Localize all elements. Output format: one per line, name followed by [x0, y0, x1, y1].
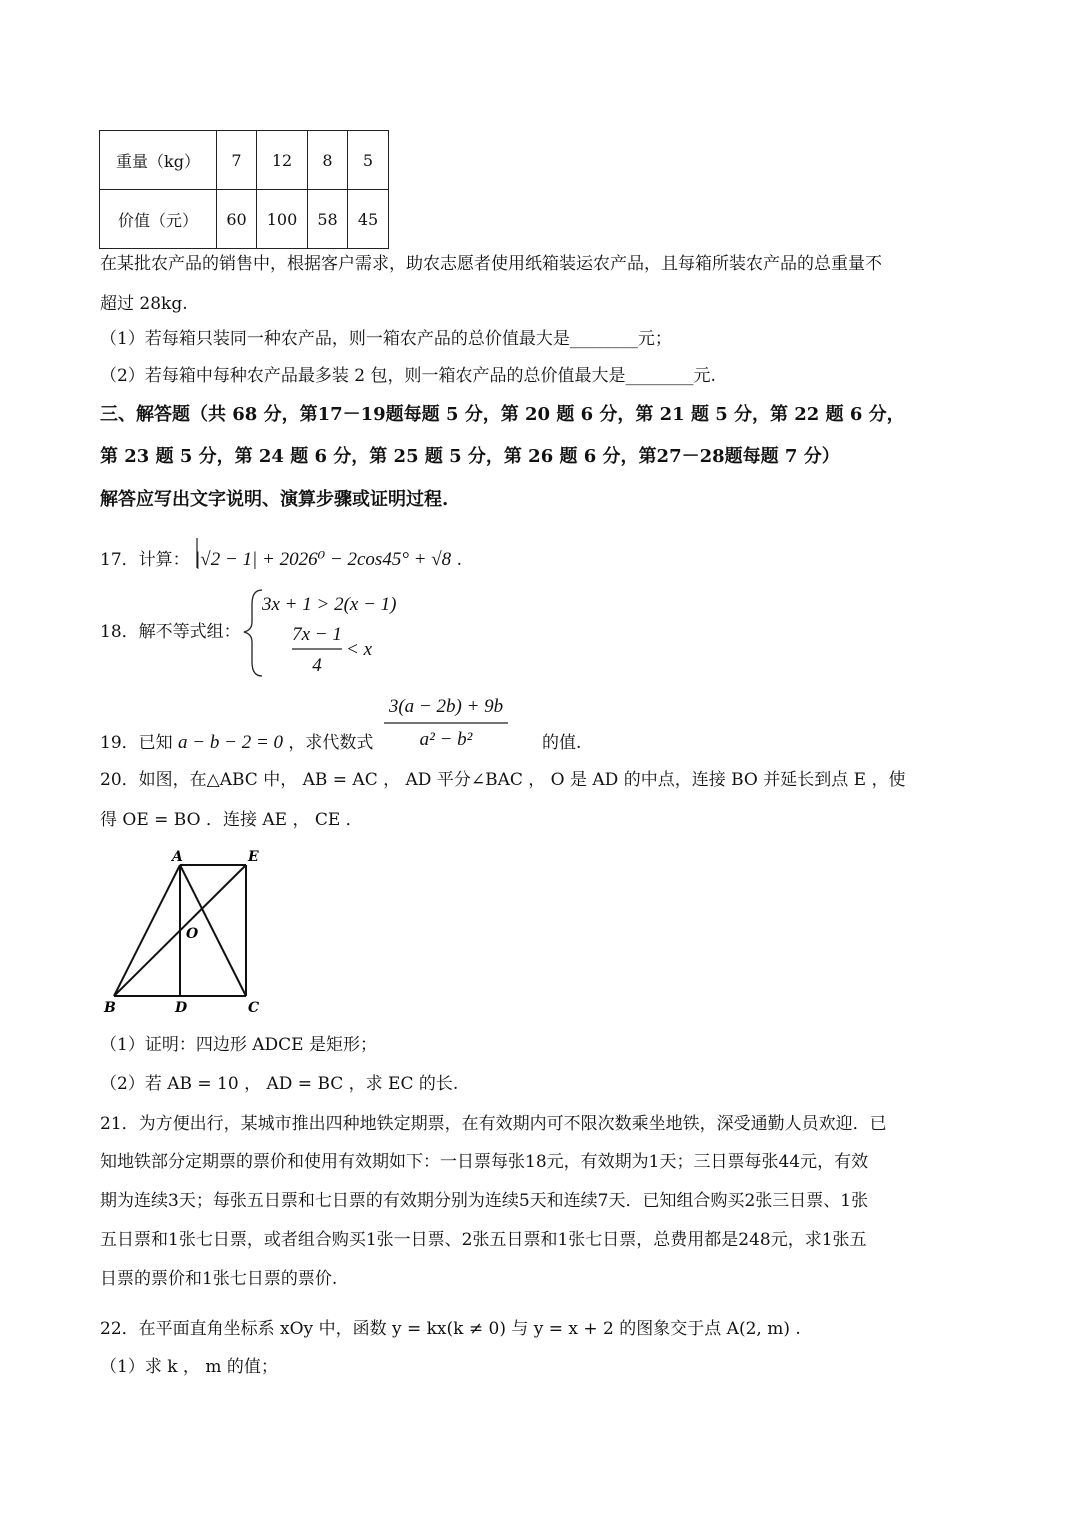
- label-A: A: [172, 849, 183, 865]
- table-cell: 价值（元）: [100, 190, 217, 249]
- question-17-expression: |√2 − 1| + 2026⁰ − 2cos45° + √8: [195, 549, 452, 570]
- question-21-line-2: 知地铁部分定期票的票价和使用有效期如下：一日票每张18元，有效期为1天；三日票每张44元，有效: [100, 1152, 869, 1172]
- inequality-brace: [244, 590, 262, 676]
- table-cell: 60: [217, 190, 257, 249]
- question-16-part-2: （2）若每箱中每种农产品最多装 2 包，则一箱农产品的总价值最大是________元.: [100, 366, 716, 386]
- intro-line-1: 在某批农产品的销售中，根据客户需求，助农志愿者使用纸箱装运农产品，且每箱所装农产品的总重量不: [100, 254, 882, 274]
- question-19-label: 19．已知: [100, 733, 173, 753]
- question-18-denominator: 4: [312, 655, 322, 676]
- question-18-numerator: 7x − 1: [292, 624, 342, 645]
- question-17-end: .: [456, 550, 462, 570]
- question-20-part-2: （2）若 AB = 10 ， AD = BC ，求 EC 的长.: [100, 1074, 459, 1094]
- question-18-inequality-1: 3x + 1 > 2(x − 1): [262, 594, 397, 615]
- label-D: D: [175, 1000, 188, 1016]
- question-18-label: 18．解不等式组：: [100, 622, 241, 642]
- question-22-line-1: 22．在平面直角坐标系 xOy 中，函数 y = kx(k ≠ 0) 与 y = x + 2 的图象交于点 A(2, m) .: [100, 1319, 801, 1339]
- label-B: B: [104, 1000, 116, 1016]
- table-cell: 12: [257, 131, 308, 190]
- question-19-denominator: a² − b²: [419, 729, 473, 750]
- intro-line-2: 超过 28kg.: [100, 294, 188, 314]
- question-21-line-5: 日票的票价和1张七日票的票价.: [100, 1269, 338, 1289]
- label-O: O: [186, 926, 199, 942]
- question-19-mid: ，求代数式: [288, 733, 374, 753]
- label-E: E: [248, 849, 259, 865]
- question-21-line-4: 五日票和1张七日票，或者组合购买1张一日票、2张五日票和1张七日票，总费用都是248元，求1张五: [100, 1230, 867, 1250]
- table-cell: 7: [217, 131, 257, 190]
- question-20-line-1: 20．如图，在△ABC 中， AB = AC ， AD 平分∠BAC ， O 是 AD 的中点，连接 BO 并延长到点 E ，使: [100, 770, 906, 790]
- table-cell: 45: [348, 190, 389, 249]
- question-22-part-1: （1）求 k ， m 的值；: [100, 1357, 278, 1377]
- section-3-heading-2: 第 23 题 5 分，第 24 题 6 分，第 25 题 5 分，第 26 题 6 分，第27－28题每题 7 分）: [100, 446, 840, 467]
- geometry-figure: [103, 849, 259, 1016]
- question-17-label: 17．计算：: [100, 550, 190, 570]
- question-19-numerator: 3(a − 2b) + 9b: [388, 696, 504, 717]
- question-21-line-3: 期为连续3天；每张五日票和七日票的有效期分别为连续5天和连续7天．已知组合购买2张三日票、1张: [100, 1191, 869, 1211]
- table-cell: 58: [308, 190, 348, 249]
- question-18-rhs: < x: [346, 639, 373, 660]
- question-21-line-1: 21．为方便出行，某城市推出四种地铁定期票，在有效期内可不限次数乘坐地铁，深受通勤人员欢迎．已: [100, 1114, 887, 1134]
- question-19-condition: a − b − 2 = 0: [178, 732, 284, 753]
- label-C: C: [248, 1000, 260, 1016]
- question-20-line-2: 得 OE = BO ．连接 AE ， CE ．: [100, 810, 363, 830]
- section-3-instruction: 解答应写出文字说明、演算步骤或证明过程.: [100, 489, 449, 510]
- table-cell: 100: [257, 190, 308, 249]
- segment-AB: [114, 865, 180, 996]
- table-cell: 重量（kg）: [100, 131, 217, 190]
- section-3-heading-1: 三、解答题（共 68 分，第17－19题每题 5 分，第 20 题 6 分，第 21 题 5 分，第 22 题 6 分，: [100, 404, 905, 425]
- table-cell: 5: [348, 131, 389, 190]
- table-cell: 8: [308, 131, 348, 190]
- question-20-part-1: （1）证明：四边形 ADCE 是矩形；: [100, 1035, 377, 1055]
- question-16-part-1: （1）若每箱只装同一种农产品，则一箱农产品的总价值最大是________元；: [100, 329, 672, 349]
- question-19-end: 的值.: [542, 733, 582, 753]
